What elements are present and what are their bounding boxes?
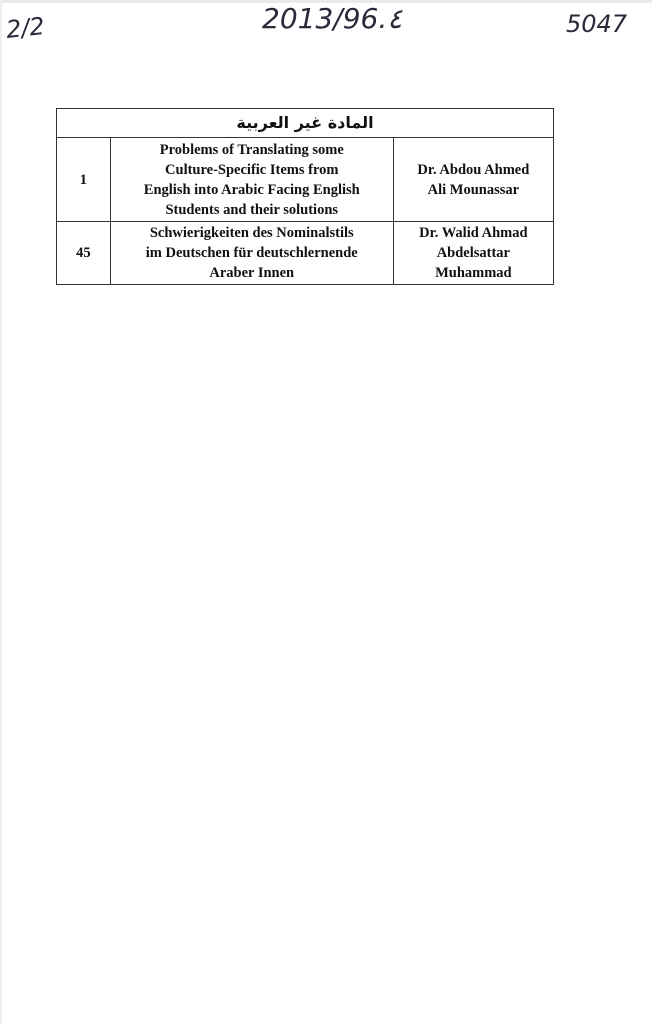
row-number: 1 [57, 138, 111, 222]
row-number: 45 [57, 222, 111, 285]
handwritten-page-mark: 2/2 [4, 12, 46, 44]
title-line: Culture-Specific Items from [165, 161, 339, 178]
author-name [393, 222, 553, 285]
author-line: Abdelsattar [436, 245, 510, 261]
author-line: Muhammad [435, 265, 512, 281]
table-row [57, 222, 554, 285]
table-header: المادة غير العربية [57, 109, 554, 138]
handwritten-number: 5047 [566, 10, 628, 38]
author-line: Dr. Walid Ahmad [419, 225, 528, 241]
table-row [57, 138, 554, 222]
handwritten-date: 2013/96.٤ [262, 2, 403, 35]
author-name [393, 138, 553, 222]
title-line: Students and their solutions [165, 201, 339, 218]
table-header-row [57, 109, 554, 138]
title-line: Araber Innen [209, 265, 295, 281]
title-line: Problems of Translating some [159, 141, 344, 158]
title-line: im Deutschen für deutschlernende [145, 245, 358, 261]
research-title [110, 138, 393, 222]
title-line: English into Arabic Facing English [143, 181, 360, 198]
author-line: Dr. Abdou Ahmed [417, 161, 530, 178]
title-line: Schwierigkeiten des Nominalstils [149, 225, 354, 241]
author-line: Ali Mounassar [427, 181, 520, 198]
research-title [110, 222, 393, 285]
page-left-edge [0, 0, 2, 1024]
research-table [56, 108, 554, 285]
